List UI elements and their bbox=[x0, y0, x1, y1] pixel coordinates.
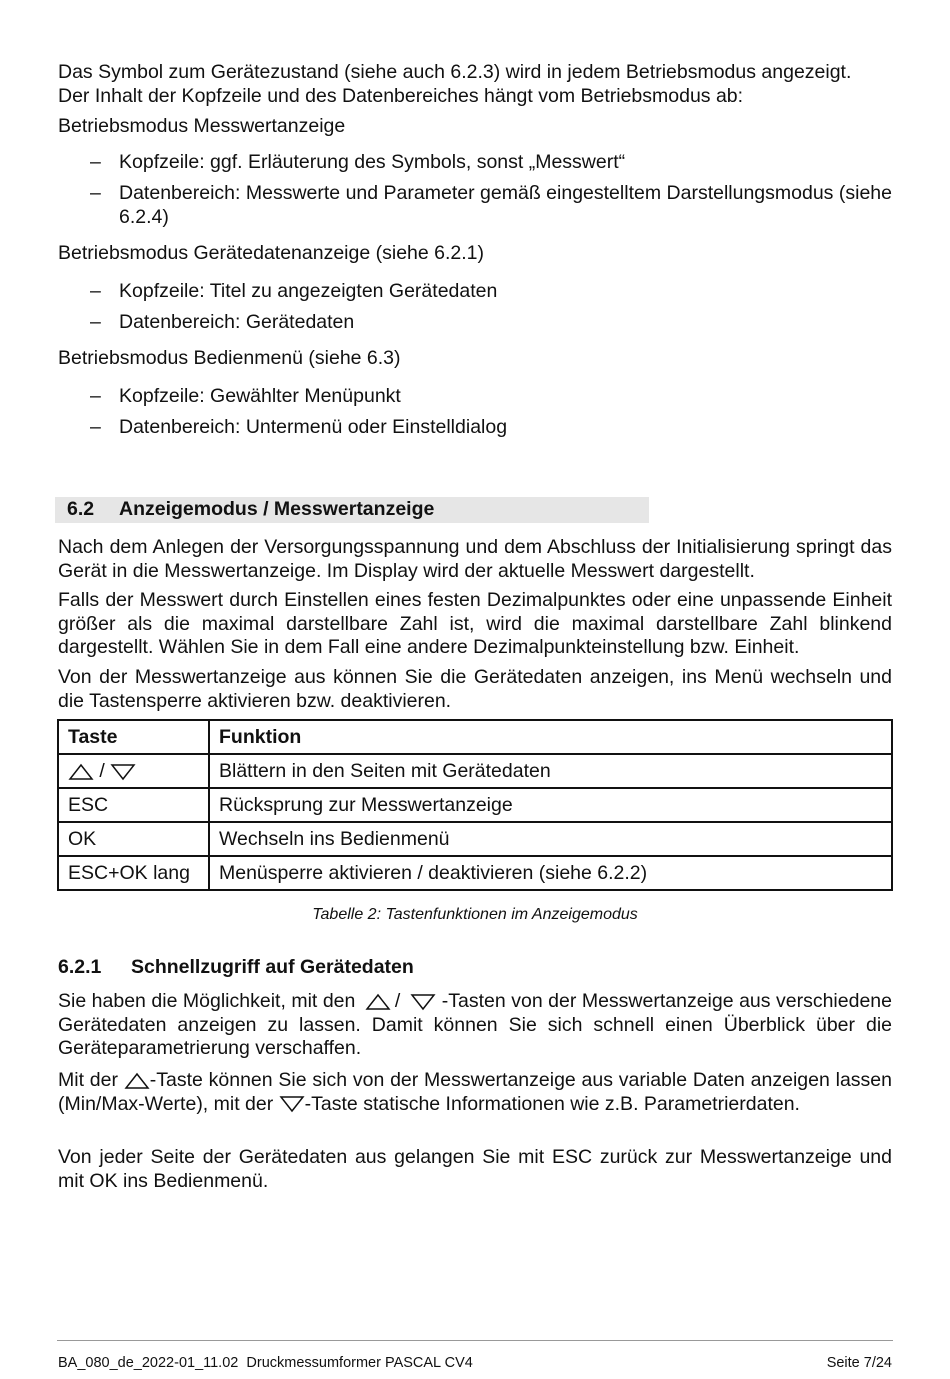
list-item-text: Kopfzeile: ggf. Erläuterung des Symbols, sonst „Messwert“ bbox=[119, 151, 626, 173]
footer-divider bbox=[57, 1340, 893, 1341]
section-6-2-paragraph-2: Falls der Messwert durch Einstellen eines festen Dezimalpunktes oder eine unpassende Einheit größer als die maximal darstellbare Zahl ist, wird die maximal darstellbare Zahl blinkend dargestellt. Wählen Sie in dem Fall eine andere Dezimalpunkteinstellung bzw. Einheit. bbox=[58, 589, 892, 658]
table-row bbox=[58, 856, 892, 890]
down-triangle-icon bbox=[110, 763, 136, 781]
list-item-text: Datenbereich: Untermenü oder Einstelldialog bbox=[119, 416, 508, 438]
list-item bbox=[90, 280, 892, 304]
paragraph-text: / bbox=[394, 990, 401, 1012]
table-cell-function: Blättern in den Seiten mit Gerätedaten bbox=[209, 754, 892, 788]
section-6-2-paragraph-1: Nach dem Anlegen der Versorgungsspannung und dem Abschluss der Initialisierung springt das Gerät in die Messwertanzeige. Im Display wird der aktuelle Messwert dargestellt. bbox=[58, 536, 892, 582]
table-cell-function: Wechseln ins Bedienmenü bbox=[209, 822, 892, 856]
table-cell-key bbox=[58, 754, 209, 788]
footer-document-id: BA_080_de_2022-01_11.02 Druckmessumformer PASCAL CV4 bbox=[58, 1355, 473, 1371]
table-header-row bbox=[58, 720, 892, 754]
paragraph-text: -Tasten von der Messwertanzeige aus verschiedene Gerätedaten anzeigen zu lassen. Damit können Sie sich schnell einen Überblick über die Geräteparametrierung verschaffen. bbox=[58, 990, 892, 1059]
section-heading-6-2 bbox=[55, 497, 649, 523]
table-row bbox=[58, 754, 892, 788]
list-dash: – bbox=[90, 311, 101, 333]
list-item-text: Datenbereich: Messwerte und Parameter gemäß eingestelltem Darstellungsmodus (siehe 6.2.4) bbox=[119, 182, 892, 228]
down-triangle-icon bbox=[279, 1095, 305, 1113]
list-dash: – bbox=[90, 182, 101, 204]
mode-heading-messwertanzeige: Betriebsmodus Messwertanzeige bbox=[58, 115, 346, 137]
section-number: 6.2 bbox=[67, 498, 95, 520]
up-triangle-icon bbox=[124, 1072, 150, 1090]
table-row bbox=[58, 788, 892, 822]
section-6-2-1-paragraph-3: Von jeder Seite der Gerätedaten aus gelangen Sie mit ESC zurück zur Messwertanzeige und mit OK ins Bedienmenü. bbox=[58, 1146, 892, 1192]
list-dash: – bbox=[90, 151, 101, 173]
subsection-heading-6-2-1 bbox=[58, 956, 414, 979]
table-cell-function: Menüsperre aktivieren / deaktivieren (siehe 6.2.2) bbox=[209, 856, 892, 890]
table-cell-key: OK bbox=[58, 822, 209, 856]
key-function-table bbox=[57, 719, 893, 891]
table-caption: Tabelle 2: Tastenfunktionen im Anzeigemodus bbox=[312, 906, 638, 923]
mode-heading-bedienmenue: Betriebsmodus Bedienmenü (siehe 6.3) bbox=[58, 347, 401, 369]
paragraph-text: -Taste statische Informationen wie z.B. Parametrierdaten. bbox=[304, 1092, 800, 1115]
table-header-cell: Funktion bbox=[209, 720, 892, 754]
list-dash: – bbox=[90, 280, 101, 302]
list-item bbox=[90, 311, 892, 335]
list-item-text: Datenbereich: Gerätedaten bbox=[119, 311, 355, 333]
list-item-text: Kopfzeile: Titel zu angezeigten Gerätedaten bbox=[119, 280, 498, 302]
mode-heading-geraetedatenanzeige: Betriebsmodus Gerätedatenanzeige (siehe 6.2.1) bbox=[58, 242, 485, 264]
list-item bbox=[90, 416, 892, 440]
table-row bbox=[58, 822, 892, 856]
list-item bbox=[90, 385, 892, 409]
intro-line-1: Das Symbol zum Gerätezustand (siehe auch 6.2.3) wird in jedem Betriebsmodus angezeigt. bbox=[58, 61, 852, 83]
up-triangle-icon bbox=[68, 763, 94, 781]
paragraph-text: Sie haben die Möglichkeit, mit den bbox=[58, 990, 356, 1012]
intro-line-2: Der Inhalt der Kopfzeile und des Datenbereiches hängt vom Betriebsmodus ab: bbox=[58, 85, 744, 107]
list-dash: – bbox=[90, 385, 101, 407]
table-cell-key: ESC+OK lang bbox=[58, 856, 209, 890]
up-triangle-icon bbox=[365, 993, 391, 1011]
list-item bbox=[90, 182, 892, 229]
table-header-cell: Taste bbox=[58, 720, 209, 754]
down-triangle-icon bbox=[410, 993, 436, 1011]
table-cell-function: Rücksprung zur Messwertanzeige bbox=[209, 788, 892, 822]
subsection-title: Schnellzugriff auf Gerätedaten bbox=[131, 956, 414, 978]
list-item-text: Kopfzeile: Gewählter Menüpunkt bbox=[119, 385, 401, 407]
section-6-2-1-paragraph-2 bbox=[58, 1069, 892, 1116]
list-item bbox=[90, 151, 892, 175]
section-6-2-paragraph-3: Von der Messwertanzeige aus können Sie die Gerätedaten anzeigen, ins Menü wechseln und die Tastensperre aktivieren bzw. deaktivieren. bbox=[58, 666, 892, 712]
list-dash: – bbox=[90, 416, 101, 438]
key-separator: / bbox=[94, 760, 111, 782]
section-6-2-1-paragraph-1 bbox=[58, 990, 892, 1061]
subsection-number: 6.2.1 bbox=[58, 956, 102, 978]
paragraph-text: -Taste können Sie sich von der Messwertanzeige aus variable Daten anzeigen lassen (Min/Max-Werte), mit der bbox=[58, 1069, 892, 1115]
paragraph-text: Mit der bbox=[58, 1069, 118, 1091]
section-title: Anzeigemodus / Messwertanzeige bbox=[119, 498, 435, 520]
footer-page-number: Seite 7/24 bbox=[826, 1355, 892, 1371]
table-cell-key: ESC bbox=[58, 788, 209, 822]
